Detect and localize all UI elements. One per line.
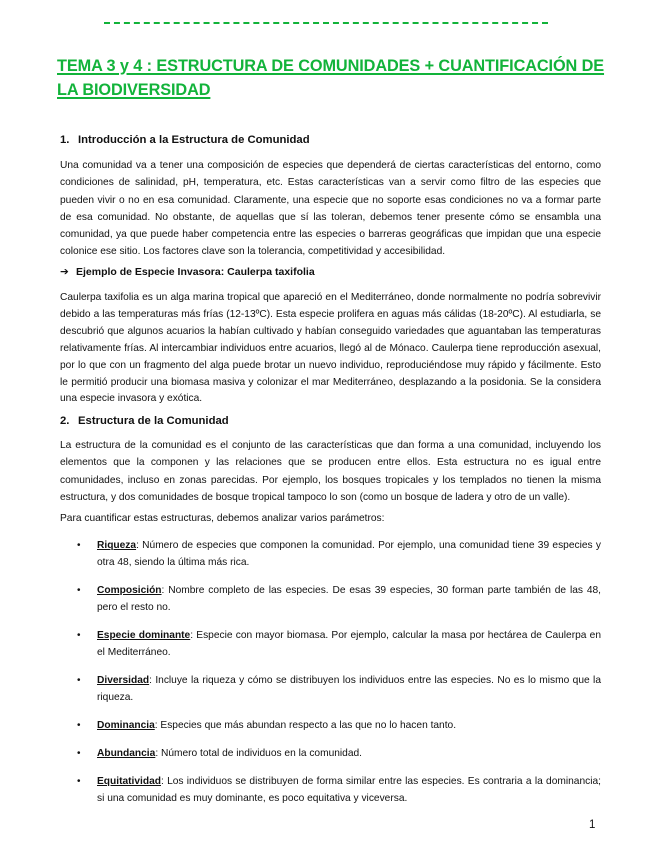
parameters-intro: Para cuantificar estas estructuras, debemos analizar varios parámetros:	[60, 513, 385, 524]
definition-composicion: : Nombre completo de las especies. De esas 39 especies, 30 forman parte también de las 48, pero el resto no.	[97, 585, 601, 613]
example-heading-text: Ejemplo de Especie Invasora: Caulerpa taxifolia	[76, 266, 315, 278]
definition-abundancia: : Número total de individuos en la comunidad.	[155, 748, 363, 759]
header-dashed-rule	[104, 22, 548, 24]
example-heading	[60, 265, 315, 279]
term-especie-dominante: Especie dominante	[97, 630, 191, 641]
definition-diversidad: : Incluye la riqueza y cómo se distribuyen los individuos entre las especies. No es lo mismo que la riqueza.	[97, 675, 601, 703]
definition-equitatividad: : Los individuos se distribuyen de forma similar entre las especies. Es contraria a la dominancia; si una comunidad es muy dominante, es poco equitativa y viceversa.	[97, 776, 601, 804]
definition-riqueza: : Número de especies que componen la comunidad. Por ejemplo, una comunidad tiene 39 especies y otra 48, siendo la última más rica.	[97, 540, 601, 568]
bullet-icon: •	[77, 630, 81, 641]
list-item-dominancia	[60, 717, 601, 734]
arrow-right-icon: ➔	[60, 266, 69, 278]
definition-dominancia: : Especies que más abundan respecto a las que no lo hacen tanto.	[154, 720, 457, 731]
document-title: TEMA 3 y 4 : ESTRUCTURA DE COMUNIDADES + CUANTIFICACIÓN DE LA BIODIVERSIDAD	[57, 57, 605, 99]
section-2-title: Estructura de la Comunidad	[78, 415, 229, 427]
page-number: 1	[589, 819, 596, 831]
example-paragraph: Caulerpa taxifolia es un alga marina tropical que apareció en el Mediterráneo, donde normalmente no podría sobrevivir debido a las temperaturas más frías (12-13ºC). Esta especie prolifera en aguas más cálidas (18-20ºC). Al estudiarla, se descubrió que algunos acuarios la habían cultivado y habían conseguido variedades que aguantaban las temperaturas relativamente frías. Al intercambiar individuos entre acuarios, llegó al de Mónaco. Caulerpa tiene reproducción asexual, por lo que con un fragmento del alga puede brotar un nuevo individuo, reproduciéndose muy rápido y fácilmente. Esto le permitió producir una biomasa masiva y colonizar el mar Mediterráneo, desplazando a la posidonia. Se la considera una especie invasora y exótica.	[60, 292, 601, 405]
list-item-abundancia	[60, 745, 601, 762]
definition-especie-dominante: : Especie con mayor biomasa. Por ejemplo, calcular la masa por hectárea de Caulerpa en el Mediterráneo.	[97, 630, 601, 658]
list-item-diversidad	[60, 672, 601, 706]
section-1-heading	[60, 133, 310, 148]
term-dominancia: Dominancia	[97, 720, 155, 731]
list-item-equitatividad	[60, 773, 601, 807]
bullet-icon: •	[77, 748, 81, 759]
parameters-list	[60, 537, 601, 818]
term-riqueza: Riqueza	[97, 540, 137, 551]
term-diversidad: Diversidad	[97, 675, 150, 686]
list-item-riqueza	[60, 537, 601, 571]
section-1-paragraph: Una comunidad va a tener una composición de especies que dependerá de ciertas características del entorno, como condiciones de salinidad, pH, temperatura, etc. Estas características van a servir como filtro de las especies que pueden vivir o no en esa comunidad. Claramente, una especie que no soporte esas condiciones no va a formar parte de esa comunidad. No obstante, de aquellas que sí las toleran, debemos tener presente cómo se ensambla una comunidad, ya que puede haber competencia entre las especies o barreras geográficas que impidan que una especie colonice ese sitio. Los factores clave son la tolerancia, competitividad y accesibilidad.	[60, 160, 601, 258]
term-abundancia: Abundancia	[97, 748, 156, 759]
section-1-number: 1.	[60, 134, 70, 146]
list-item-especie-dominante	[60, 627, 601, 661]
section-2-heading	[60, 414, 229, 429]
bullet-icon: •	[77, 585, 81, 596]
bullet-icon: •	[77, 720, 81, 731]
bullet-icon: •	[77, 675, 81, 686]
term-composicion: Composición	[97, 585, 162, 596]
list-item-composicion	[60, 582, 601, 616]
term-equitatividad: Equitatividad	[97, 776, 161, 787]
section-1-title: Introducción a la Estructura de Comunidad	[78, 134, 310, 146]
section-2-number: 2.	[60, 415, 70, 427]
bullet-icon: •	[77, 540, 81, 551]
section-2-paragraph: La estructura de la comunidad es el conjunto de las características que dan forma a una comunidad, incluyendo los elementos que la componen y las relaciones que se producen entre ellos. Esta estructura no es igual entre comunidades, incluso en zonas parecidas. Por ejemplo, los bosques tropicales y los templados no tienen la misma estructura, y dos comunidades de bosque tropical tampoco lo son (como un bosque de ladera y otro de un valle).	[60, 440, 601, 503]
bullet-icon: •	[77, 776, 81, 787]
